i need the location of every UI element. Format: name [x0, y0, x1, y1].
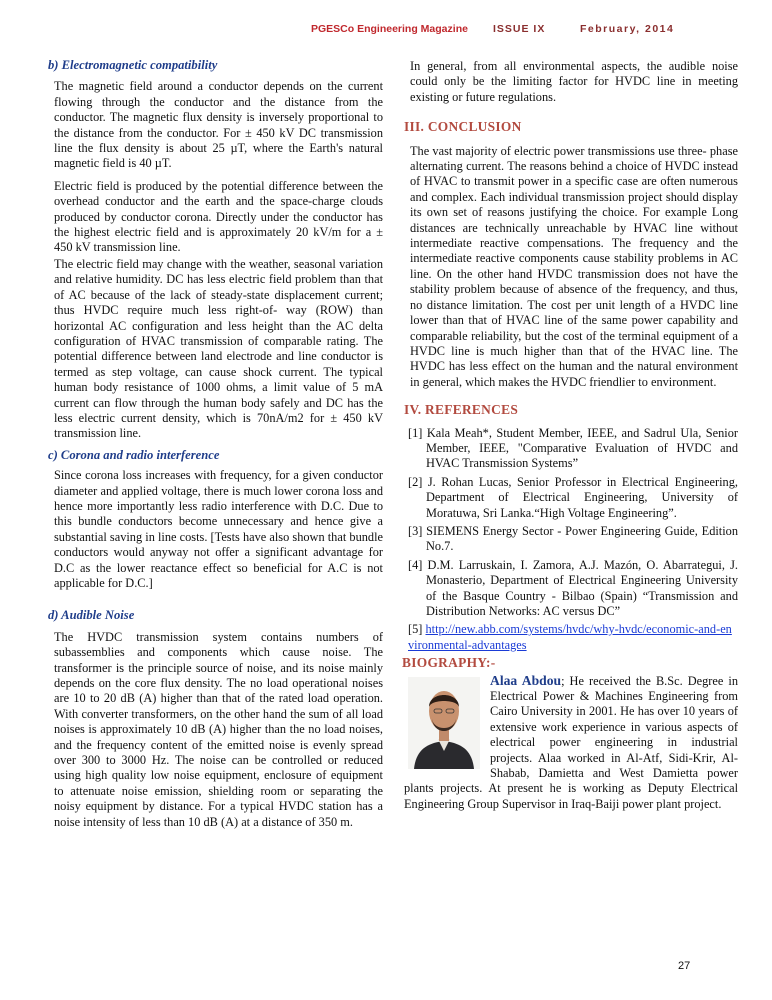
reference-item-5 — [408, 622, 738, 653]
author-name: Alaa Abdou — [490, 672, 562, 688]
corona-heading: c) Corona and radio interference — [48, 447, 220, 462]
reference-5-number: [5] — [408, 622, 423, 637]
emc-paragraph-3: The electric field may change with the weather, seasonal variation and relative humidity. DC has less electric field problem than that of AC because of the lack of steady-state displacement current; thus HVDC require much less right-of- way (ROW) than horizontal AC configuration and less height than the AC delta configuration of HVAC transmission of comparable rating. The potential difference between land electrode and line conductor is termed as step voltage, can cause shock current. The typical human body resistance of 1000 ohms, a limit value of 5 mA current can flow through the human body safely and DC has the less electric current density, which is 70nA/m2 for ± 450 kV transmission line. — [54, 256, 383, 441]
audible-noise-paragraph: The HVDC transmission system contains numbers of subassemblies and components which cause noise. The transformer is the principle source of noise, and its noise mainly depends on the core flux density. The no load operational noises are 10 to 20 dB (A) higher than that of the rated load operation. With converter transformers, on the other hand the sum of all load noises is approximately 10 dB (A) higher than the no load noises, and the frequency content of the emitted noise is evenly spread over 300 to 3000 Hz. The noise can be controlled or reduced using high quality low noise equipment, enclosure of equipment to attenuate noise emission, shielding room or separating the noisy equipment by distance. For a typical HVDC station has a noise intensity of less than 10 dB (A) at a distance of 350 m. — [54, 629, 383, 829]
magazine-title: PGESCo Engineering Magazine — [311, 23, 468, 35]
emc-paragraph-2: Electric field is produced by the potential difference between the overhead conductor and the earth and the space-charge clouds produced by conductor corona. Directly under the conductor has the highest electric field and is approximately 20 kV/m for a ± 450 kV transmission line. — [54, 178, 383, 255]
audible-noise-heading: d) Audible Noise — [48, 608, 135, 623]
left-column — [48, 58, 383, 830]
issue-date: February, 2014 — [580, 23, 675, 35]
reference-list — [404, 426, 738, 620]
biography-heading: BIOGRAPHY:- — [402, 655, 496, 671]
page-number: 27 — [678, 960, 691, 972]
emc-heading: b) Electromagnetic compatibility — [48, 58, 218, 72]
issue-number: ISSUE IX — [493, 23, 546, 35]
reference-item: [4] D.M. Larruskain, I. Zamora, A.J. Mazón, O. Abarrategui, J. Monasterio, Department of Electrical Engineering University of the Basque Country - Bilbao (Spain) “Transmission and Distribution Networks: AC versus DC” — [408, 557, 738, 618]
running-header — [0, 23, 772, 39]
author-photo — [408, 677, 480, 769]
corona-paragraph: Since corona loss increases with frequency, for a given conductor diameter and applied voltage, there is much lower corona loss and hence more importantly less radio interference with D.C. Due to this bundle conductors become unnecessary and hence give a substantial saving in line costs. [Tests have also shown that bundle conductors would anyway not offer a significant advantage for D.C as the lower reactance effect so beneficial for A.C is not applicable for D.C.] — [54, 468, 383, 590]
audible-noise-paragraph-2: In general, from all environmental aspects, the audible noise could only be the limiting factor for HVDC line in meeting existing or future regulations. — [410, 59, 738, 104]
references-heading: IV. REFERENCES — [404, 402, 519, 418]
reference-5-link[interactable]: http://new.abb.com/systems/hvdc/why-hvdc/economic-and-environmental-advantages — [408, 622, 732, 652]
author-portrait-icon — [408, 677, 480, 769]
right-column — [404, 59, 738, 812]
conclusion-heading: III. CONCLUSION — [404, 119, 522, 135]
reference-item: [2] J. Rohan Lucas, Senior Professor in Electrical Engineering, Department of Electrical Engineering, University of Moratuwa, Sri Lanka.“High Voltage Engineering”. — [408, 474, 738, 520]
biography-body: ; He received the B.Sc. Degree in Electrical Power & Machines Engineering from Cairo University in 2001. He has over 10 years of extensive work experience in various aspects of electrical power engineering in industrial projects. Alaa worked in Al-Atf, Sidi-Krir, Al-Shabab, Damietta and West Damietta power plants projects. At present he is working as Deputy Electrical Engineering Group Supervisor in Iraq-Baiji power plant project. — [404, 673, 738, 811]
reference-item: [3] SIEMENS Energy Sector - Power Engineering Guide, Edition No.7. — [408, 523, 738, 554]
conclusion-paragraph: The vast majority of electric power transmissions use three- phase alternating current. The reasons behind a choice of HVDC instead of HVAC to transmit power in a specific case are often numerous and complex. Each individual transmission project should display its own set of reasons justifying the choice. For example Long distances are technically unreachable by HVAC line without intermediate reactive compensations. The frequency and the intermediate reactive components cause stability problems in AC line. On the other hand HVDC transmission does not have the stability problem because of absence of the frequency, and thus, no distance limitation. The cost per unit length of a HVDC line lower than that of HVAC line of the same power capability and comparable reliability, but the cost of the terminal equipment of a HVDC line is much higher than that of the HVAC line. The HVDC has less effect on the human and the natural environment in general, which makes the HVDC friendlier to environment. — [410, 143, 738, 389]
reference-item: [1] Kala Meah*, Student Member, IEEE, and Sadrul Ula, Senior Member, IEEE, "Comparative Evaluation of HVDC and HVAC Transmission Systems” — [408, 425, 738, 471]
emc-paragraph-1: The magnetic field around a conductor depends on the current flowing through the conductor and the distance from the conductor. The magnetic flux density is inversely proportional to the distance from the conductor. For ± 450 kV DC transmission line the flux density is about 25 µT, where the Earth's natural magnetic field is 40 µT. — [54, 79, 383, 171]
biography-block — [404, 673, 738, 813]
